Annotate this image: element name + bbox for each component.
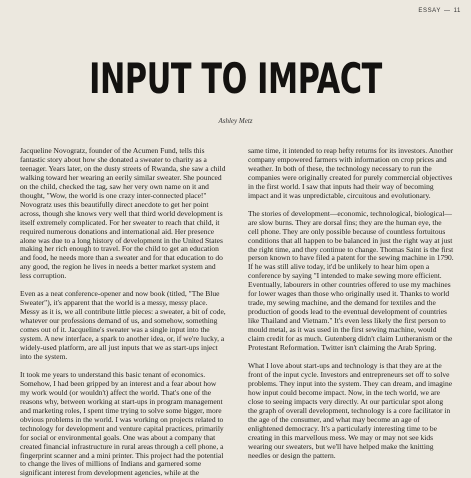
article-title: INPUT TO IMPACT xyxy=(89,54,382,103)
body-paragraph: It took me years to understand this basic tenant of economics. Somehow, I had been gripped by an interest and a fear about how my work would (or wouldn't) affect the world. That's one of the reasons why, between working at start-ups in program management and marketing roles, I spent time trying to solve some bigger, more obvious problems in the world. I was working on projects related to technology for development and venture capital practices, primarily for social or environmental goals. One was about a company that created financial infrastructure in rural areas through a cell phone, a fingerprint scanner and a mini printer. This project had the potential to change the lives of millions of Indians and garnered some significant interest from development agencies, while at the xyxy=(20,369,224,478)
page-number: 11 xyxy=(453,8,461,14)
section-label: ESSAY xyxy=(418,8,441,14)
body-paragraph: Jacqueline Novogratz, founder of the Acumen Fund, tells this fantastic story about how she donated a sweater to charity as a teenager. Years later, on the dusty streets of Rwanda, she saw a child walking toward her wearing an eerily similar sweater. She pounced on the child, checked the tag, saw her very own name on it and thought, "Wow, the world is one crazy inter-connected place!" Novogratz uses this beautifully direct anecdote to get her point across, though she knows very well that third world development is itself extremely complicated. For her sweater to reach that child, it required numerous donations and international aid. Her presence alone was due to a long history of development in the United States making her rich enough to travel. For the child to get an education and food, he needs more than a sweater and for that education to do any good, the region he lives in needs a better market system and less corruption. xyxy=(20,146,226,281)
left-column xyxy=(20,146,226,478)
article-author: Ashley Metz xyxy=(218,117,253,125)
body-paragraph: same time, it intended to reap hefty returns for its investors. Another company empowered farmers with information on crop prices and weather. In both of these, the technology necessary to run the companies were originally created for purely commercial objectives in the first world. I saw that inputs had their way of becoming impact and it was unpredictable, circuitous and evolutionary. xyxy=(248,146,454,200)
article-body xyxy=(20,146,454,478)
body-paragraph: Even as a neat conference-opener and now book (titled, "The Blue Sweater"), it's apparent that the world is a messy, messy place. Messy as it is, we all contribute little pieces: a sweater, a bit of code, whatever our professions demand of us, and somehow, something comes out of it. Jacqueline's sweater was a single input into the system. A new interface, a spark to another idea, or, if we're lucky, a widely-used platform, are all just inputs that we as start-ups inject into the system. xyxy=(20,289,226,361)
body-paragraph: The stories of development—economic, technological, biological—are slow burns. They are dorsal fins; they are the human eye, the cell phone. They are only possible because of countless fortuitous conditions that all happen to be balanced in just the right way at just the right time, and they continue to change. Thomas Saint is the first person known to have filed a patent for the sewing machine in 1790. If he was still alive today, it'd be unlikely to hear him open a conference by saying "I intended to make sewing more efficient. Eventually, labourers in other countries offered to use my machines for lower wages than those who originally used it. Thanks to world trade, my sewing machine, and the demand for textiles and the production of goods lead to the eventual development of countries like Thailand and Vietnam." It's even less likely the first person to mould metal, as it was used in the first sewing machine, would claim credit for as much. Gutenberg didn't claim Lutheranism or the Protestant Reformation. Twitter isn't claiming the Arab Spring. xyxy=(248,208,454,353)
header-separator: — xyxy=(443,8,451,14)
running-head xyxy=(418,8,461,14)
right-column xyxy=(248,147,454,465)
body-paragraph: What I love about start-ups and technology is that they are at the front of the input cycle. Investors and entrepreneurs set off to solve problems. They input into the system. They can dream, and imagine how input could become impact. Now, in the tech world, we are close to seeing impacts very directly. At our particular spot along the graph of overall development, technology is a core facilitator in the age of the consumer, and what may become an age of enlightened democracy. It's a particularly interesting time to be creating in this marvellous mess. We may or may not see kids wearing our sweaters, but we'll have helped make the knitting needles or design the pattern. xyxy=(248,360,453,460)
